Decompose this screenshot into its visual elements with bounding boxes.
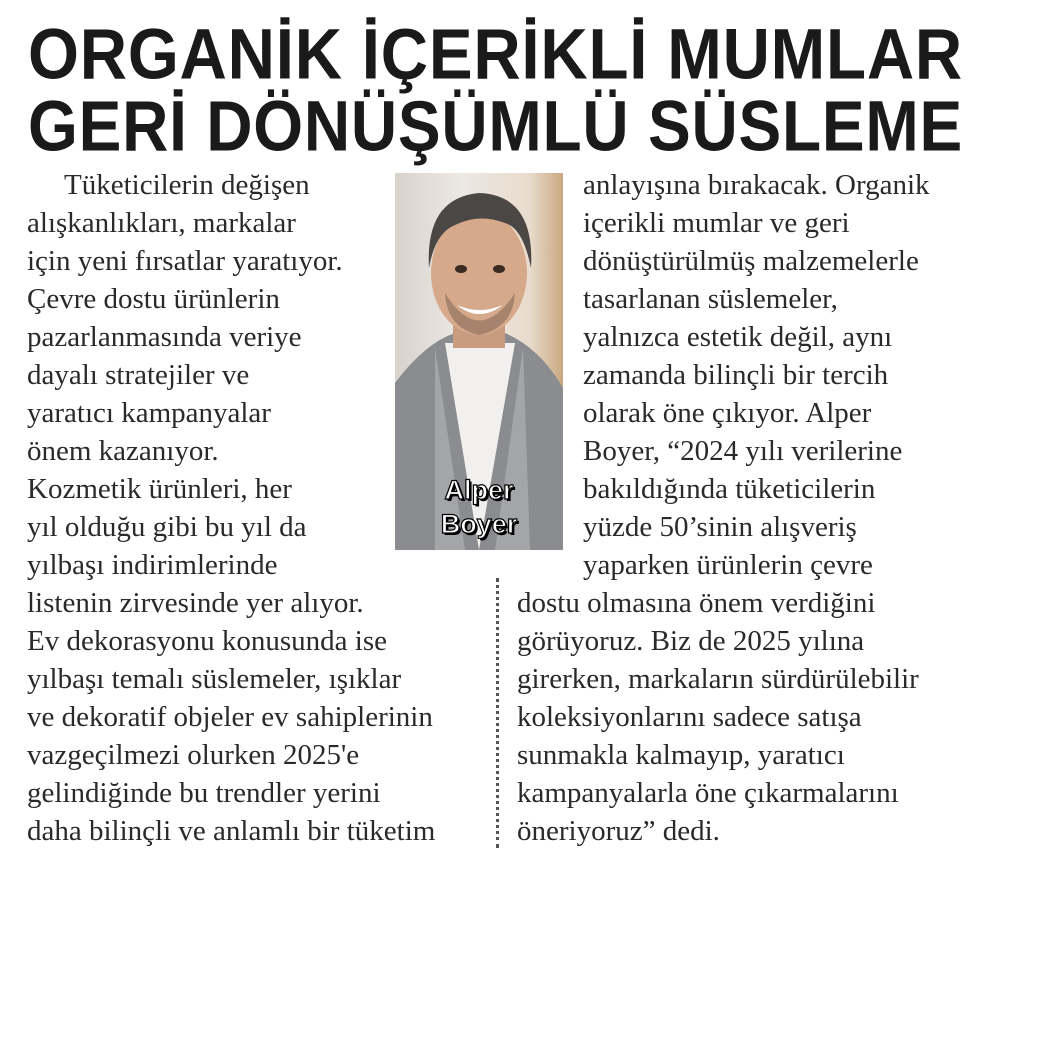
body-text-line: ve dekoratif objeler ev sahiplerinin xyxy=(27,701,433,733)
headline-line-2: GERİ DÖNÜŞÜMLÜ SÜSLEME xyxy=(28,85,963,166)
body-text-line: pazarlanmasında veriye xyxy=(27,321,302,353)
body-text-line: tasarlanan süslemeler, xyxy=(583,283,838,315)
body-text-line: kampanyalarla öne çıkarmalarını xyxy=(517,777,899,809)
body-text-line: koleksiyonlarını sadece satışa xyxy=(517,701,862,733)
body-text-line: görüyoruz. Biz de 2025 yılına xyxy=(517,625,865,657)
body-text-line: içerikli mumlar ve geri xyxy=(583,207,850,239)
body-text-line: Çevre dostu ürünlerin xyxy=(27,283,280,315)
body-text-line: zamanda bilinçli bir tercih xyxy=(583,359,889,391)
body-text-line: önem kazanıyor. xyxy=(27,435,219,467)
body-text-line: yaratıcı kampanyalar xyxy=(27,397,271,429)
body-text-line: anlayışına bırakacak. Organik xyxy=(583,169,930,201)
headline-line-1: ORGANİK İÇERİKLİ MUMLAR xyxy=(28,13,963,94)
photo-caption-first-name: Alper xyxy=(444,475,514,505)
body-text-line: dostu olmasına önem verdiğini xyxy=(517,587,876,619)
body-text-line: listenin zirvesinde yer alıyor. xyxy=(27,587,364,619)
body-text-line: sunmakla kalmayıp, yaratıcı xyxy=(517,739,845,771)
portrait-photo xyxy=(395,173,563,550)
photo-caption-last-name: Boyer xyxy=(440,509,518,539)
body-text-line: dönüştürülmüş malzemelerle xyxy=(583,245,919,277)
body-text-line: gelindiğinde bu trendler yerini xyxy=(27,777,381,809)
body-text-line: Ev dekorasyonu konusunda ise xyxy=(27,625,388,657)
body-text-line: alışkanlıkları, markalar xyxy=(27,207,296,239)
body-text-line: dayalı stratejiler ve xyxy=(27,359,250,391)
body-text-line: bakıldığında tüketicilerin xyxy=(583,473,876,505)
body-text-line: yüzde 50’sinin alışveriş xyxy=(583,511,857,543)
body-text-line: yılbaşı indirimlerinde xyxy=(27,549,278,581)
body-text-line: yılbaşı temalı süslemeler, ışıklar xyxy=(27,663,402,695)
body-text-line: yıl olduğu gibi bu yıl da xyxy=(27,511,307,543)
body-text-line: yaparken ürünlerin çevre xyxy=(583,549,873,581)
body-text-line: vazgeçilmezi olurken 2025'e xyxy=(27,739,360,771)
body-text-line: için yeni fırsatlar yaratıyor. xyxy=(27,245,343,277)
body-text-line: yalnızca estetik değil, aynı xyxy=(583,321,893,353)
body-text-line: Kozmetik ürünleri, her xyxy=(27,473,292,505)
body-text-line: girerken, markaların sürdürülebilir xyxy=(517,663,919,695)
body-text-line: öneriyoruz” dedi. xyxy=(517,815,720,847)
column-divider xyxy=(496,578,499,848)
body-text-line: olarak öne çıkıyor. Alper xyxy=(583,397,872,429)
body-text-line: Boyer, “2024 yılı verilerine xyxy=(583,435,903,467)
body-text-line: daha bilinçli ve anlamlı bir tüketim xyxy=(27,815,436,847)
body-text-line: Tüketicilerin değişen xyxy=(64,169,310,201)
